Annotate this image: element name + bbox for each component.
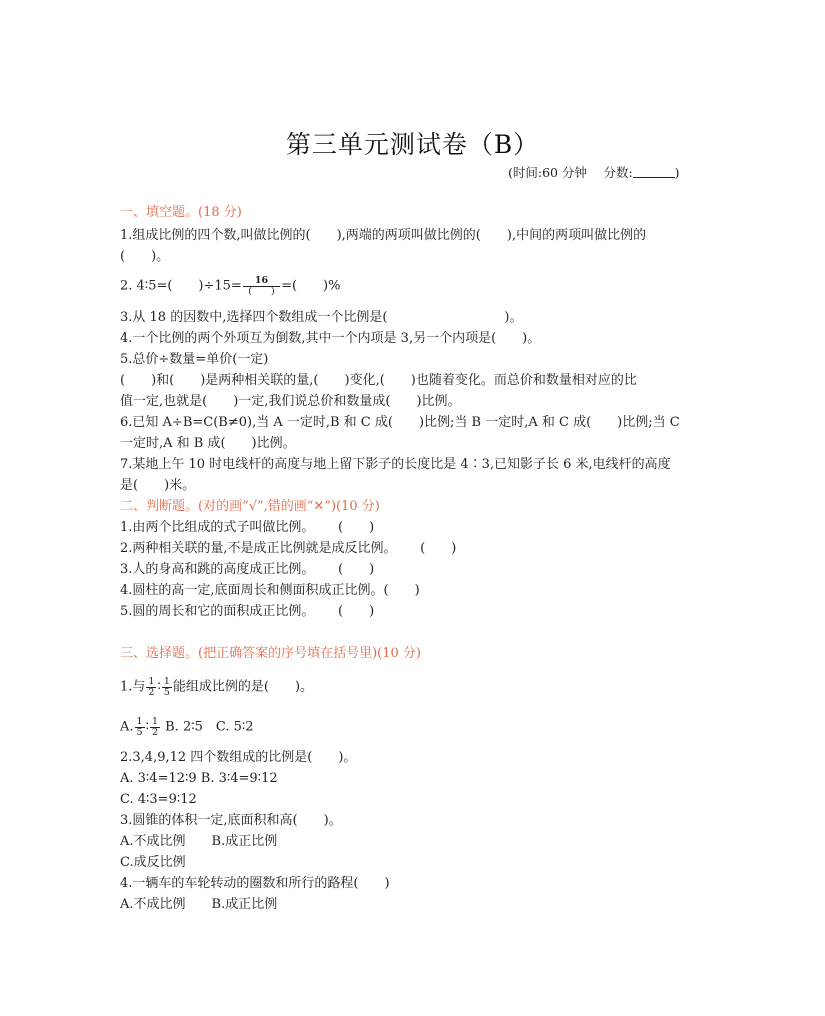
s3-q1 xyxy=(120,677,313,697)
page-title: 第三单元测试卷（B） xyxy=(285,130,540,159)
s3-q1-pre: 1.与 xyxy=(120,679,146,695)
section2-heading: 二、判断题。(对的画“√”,错的画“✕”)(10 分) xyxy=(120,499,380,514)
s1-q4: 4.一个比例的两个外项互为倒数,其中一个内项是 3,另一个内项是( )。 xyxy=(120,331,541,346)
frac-den: 5 xyxy=(163,686,170,698)
s2-item: 4.圆柱的高一定,底面周长和侧面积成正比例。( ) xyxy=(120,583,420,598)
frac-num: 1 xyxy=(163,676,170,687)
s3-q1-options xyxy=(120,717,254,737)
section1-heading: 一、填空题。(18 分) xyxy=(120,205,242,220)
time-info-end: ) xyxy=(674,165,680,180)
s3-q1-optA-pre: A. xyxy=(120,719,134,735)
s2-item: 1.由两个比组成的式子叫做比例。 ( ) xyxy=(120,520,375,535)
s1-q6-line2: 一定时,A 和 B 成( )比例。 xyxy=(120,436,296,451)
s3-q2-optC: C. 4∶3=9∶12 xyxy=(120,792,197,807)
s3-q1-sep: ∶ xyxy=(157,679,161,695)
s1-q5-line3: 值一定,也就是( )一定,我们说总价和数量成( )比例。 xyxy=(120,394,461,409)
frac-num: 1 xyxy=(148,676,155,687)
s1-q2-frac-den: ( ) xyxy=(248,285,275,297)
s1-q7-line1: 7.某地上午 10 时电线杆的高度与地上留下影子的长度比是 4∶3,已知影子长 6 米,电线杆的高度 xyxy=(120,457,671,472)
s3-q2-optAB: A. 3∶4=12∶9 B. 3∶4=9∶12 xyxy=(120,771,278,786)
s3-q1-fraction-2 xyxy=(162,677,172,697)
s1-q3: 3.从 18 的因数中,选择四个数组成一个比例是( )。 xyxy=(120,310,523,325)
score-blank xyxy=(633,165,675,178)
s1-q5-line2: ( )和( )是两种相关联的量,( )变化,( )也随着变化。而总价和数量相对应的比 xyxy=(120,373,637,388)
s3-q1-optA-fraction-2 xyxy=(150,717,160,737)
s1-q7-line2: 是( )米。 xyxy=(120,478,196,493)
time-info-text: (时间:60 分钟 分数: xyxy=(508,165,633,180)
s2-item: 5.圆的周长和它的面积成正比例。 ( ) xyxy=(120,604,375,619)
s3-q1-optA-sep: ∶ xyxy=(145,719,149,735)
s3-q3-optAB: A.不成比例 B.成正比例 xyxy=(120,834,278,849)
s1-q2 xyxy=(120,276,340,296)
s3-q3: 3.圆锥的体积一定,底面积和高( )。 xyxy=(120,813,342,828)
s2-item: 2.两种相关联的量,不是成正比例就是成反比例。 ( ) xyxy=(120,541,457,556)
s3-q1-post: 能组成比例的是( )。 xyxy=(172,679,314,695)
frac-num: 1 xyxy=(136,716,143,727)
s1-q5-line1: 5.总价÷数量=单价(一定) xyxy=(120,352,269,367)
frac-den: 5 xyxy=(136,726,143,738)
s1-q1-line1: 1.组成比例的四个数,叫做比例的( ),两端的两项叫做比例的( ),中间的两项叫做比例的 xyxy=(120,228,647,243)
s1-q1-line2: ( )。 xyxy=(120,249,170,264)
s3-q4: 4.一辆车的车轮转动的圈数和所行的路程( ) xyxy=(120,876,390,891)
s1-q2-post: =( )% xyxy=(281,278,341,294)
s3-q1-opt-rest: B. 2∶5 C. 5∶2 xyxy=(161,719,254,735)
s2-item: 3.人的身高和跳的高度成正比例。 ( ) xyxy=(120,562,375,577)
s1-q2-frac-num: 16 xyxy=(243,276,280,287)
time-score-info xyxy=(508,163,680,181)
s1-q2-pre: 2. 4∶5=( )÷15= xyxy=(120,278,242,294)
frac-den: 2 xyxy=(148,686,155,698)
s3-q1-optA-fraction-1 xyxy=(135,717,145,737)
s3-q1-fraction-1 xyxy=(146,677,156,697)
s3-q3-optC: C.成反比例 xyxy=(120,855,186,870)
frac-den: 2 xyxy=(151,726,159,738)
s1-q6-line1: 6.已知 A÷B=C(B≠0),当 A 一定时,B 和 C 成( )比例;当 B 一定时,A 和 C 成( )比例;当 C xyxy=(120,415,680,430)
s3-q2: 2.3,4,9,12 四个数组成的比例是( )。 xyxy=(120,750,357,765)
s1-q2-fraction xyxy=(243,276,280,296)
s3-q4-optAB: A.不成比例 B.成正比例 xyxy=(120,897,278,912)
frac-num: 1 xyxy=(151,716,159,727)
section3-heading: 三、选择题。(把正确答案的序号填在括号里)(10 分) xyxy=(120,646,421,661)
